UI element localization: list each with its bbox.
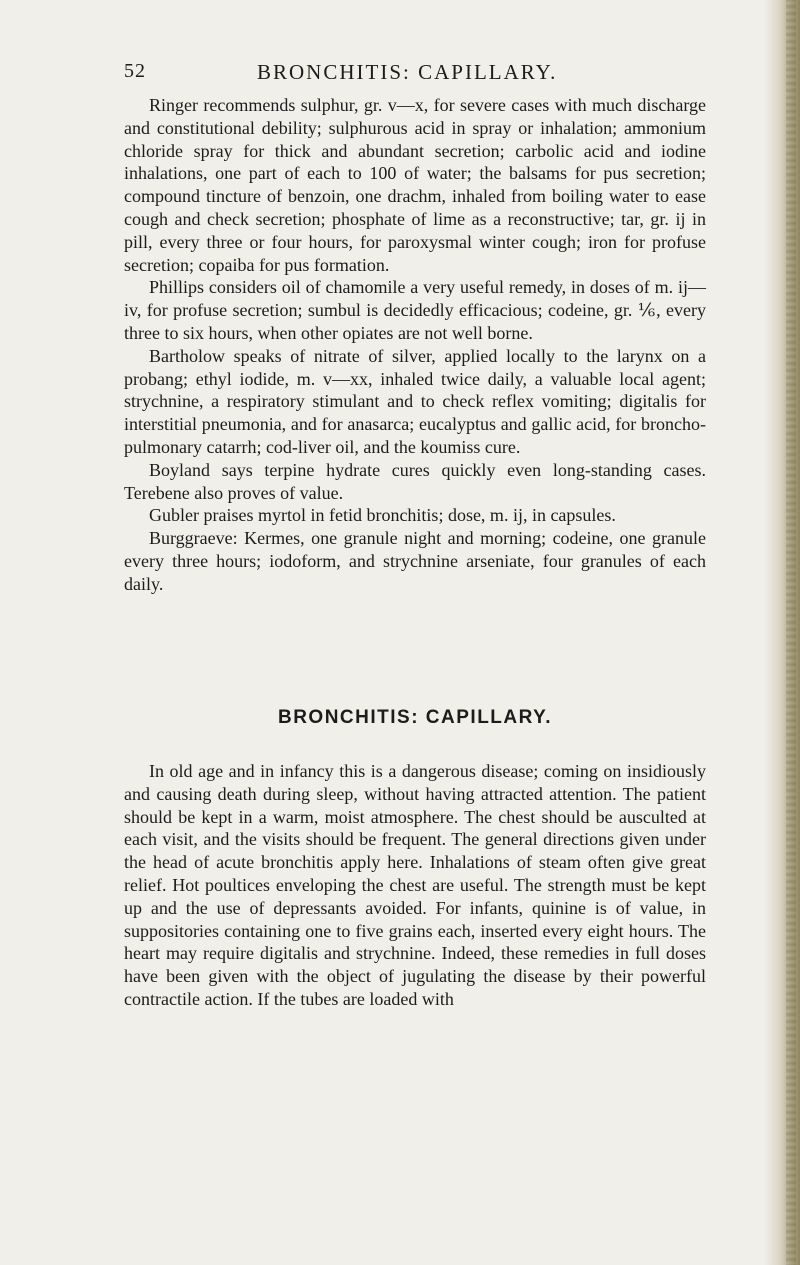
- body-text-bottom: [124, 760, 706, 1011]
- page-edge-shadow: [764, 0, 800, 1265]
- paragraph-burggraeve: Burggraeve: Kermes, one granule night and morning; codeine, one granule every three hours; iodoform, and strychnine arseniate, four granules of each daily.: [124, 528, 706, 594]
- running-title: BRONCHITIS: CAPILLARY.: [257, 60, 558, 84]
- paragraph-ringer: Ringer recommends sulphur, gr. v—x, for severe cases with much discharge and constitutional debility; sulphurous acid in spray or inhalation; ammonium chloride spray for thick and abundant secretion; carbolic acid and iodine inhalations, one part of each to 100 of water; the balsams for pus secretion; compound tincture of benzoin, one drachm, inhaled from boiling water to ease cough and check secretion; phosphate of lime as a reconstructive; tar, gr. ij in pill, every three or four hours, for paroxysmal winter cough; iron for profuse secretion; copaiba for pus formation.: [124, 95, 706, 275]
- running-head: [124, 60, 706, 92]
- paragraph-capillary: In old age and in infancy this is a dangerous disease; coming on insidiously and causing death during sleep, without having attracted attention. The patient should be kept in a warm, moist atmosphere. The chest should be ausculted at each visit, and the visits should be frequent. The general directions given under the head of acute bronchitis apply here. Inhalations of steam often give great relief. Hot poultices enveloping the chest are useful. The strength must be kept up and the use of depressants avoided. For infants, quinine is of value, in suppositories containing one to five grains each, inserted every eight hours. The heart may require digitalis and strychnine. Indeed, these remedies in full doses have been given with the object of jugulating the disease by their powerful contractile action. If the tubes are loaded with: [124, 761, 706, 1009]
- section-heading: BRONCHITIS: CAPILLARY.: [277, 707, 553, 728]
- paragraph-phillips: Phillips considers oil of chamomile a very useful remedy, in doses of m. ij—iv, for profuse secretion; sumbul is decidedly efficacious; codeine, gr. ⅙, every three to six hours, when other opiates are not well borne.: [124, 277, 706, 343]
- paragraph-boyland: Boyland says terpine hydrate cures quickly even long-standing cases. Terebene also proves of value.: [124, 459, 706, 503]
- body-text-top: [124, 94, 706, 596]
- page-number: 52: [124, 60, 146, 82]
- paragraph-gubler: Gubler praises myrtol in fetid bronchitis; dose, m. ij, in capsules.: [149, 505, 616, 526]
- paragraph-bartholow: Bartholow speaks of nitrate of silver, applied locally to the larynx on a probang; ethyl iodide, m. v—xx, inhaled twice daily, a valuable local agent; strychnine, a respiratory stimulant and to check reflex vomiting; digitalis for interstitial pneumonia, and for anasarca; eucalyptus and gallic acid, for broncho-pulmonary catarrh; cod-liver oil, and the koumiss cure.: [124, 345, 706, 457]
